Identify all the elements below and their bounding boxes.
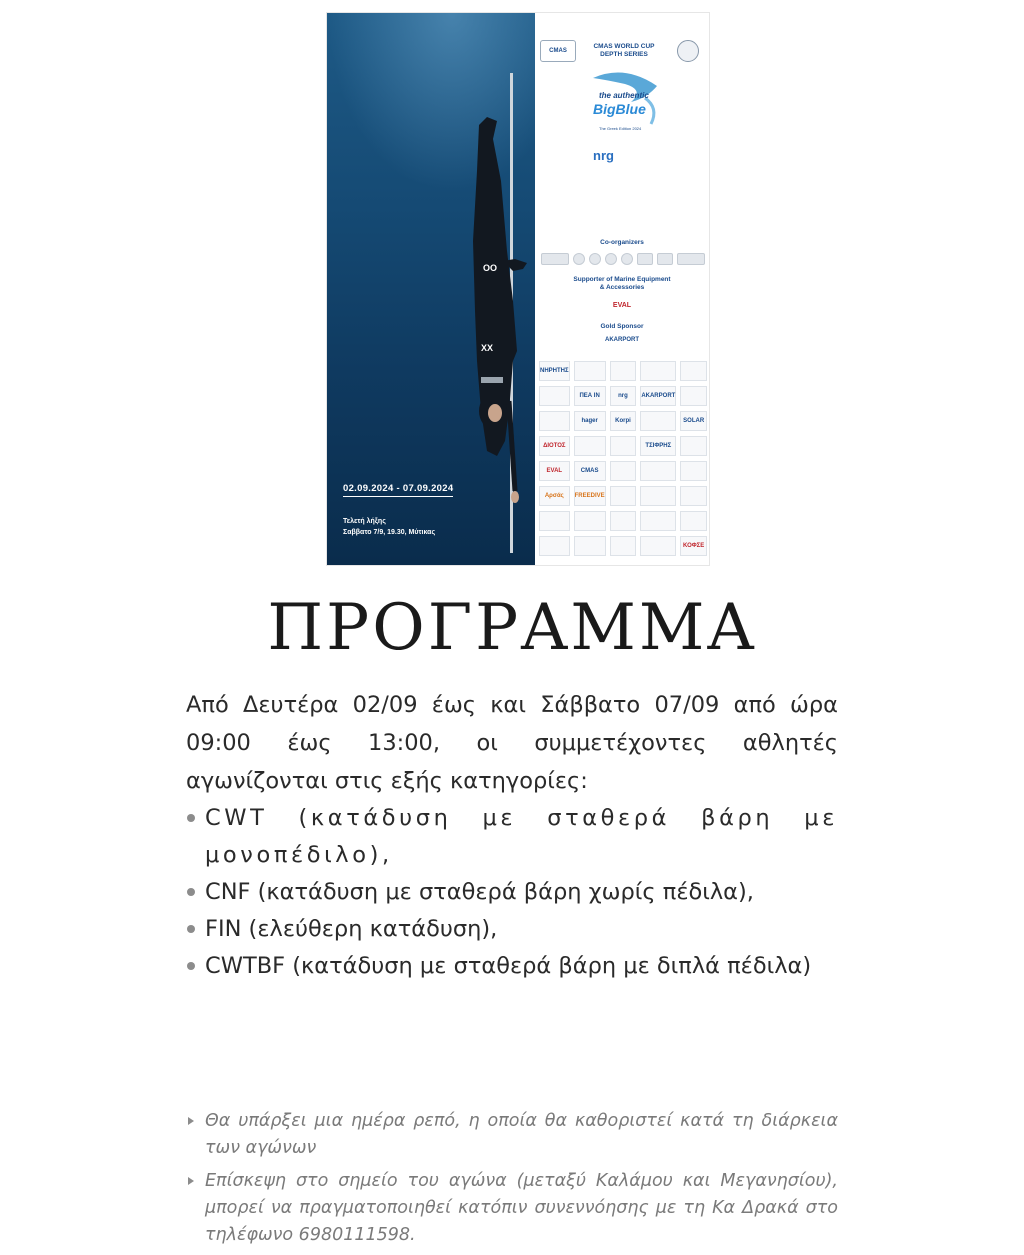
sponsor-logo [680,361,707,381]
cmas-logo: CMAS [540,40,576,62]
list-item [186,800,838,874]
world-cup-title-line2: DEPTH SERIES [600,51,648,58]
list-item [186,911,838,948]
sponsor-logo: ΝΗΡΗΤΗΣ [539,361,570,381]
sponsor-logo [640,361,676,381]
sponsor-logo [610,461,637,481]
closing-ceremony-label: Τελετή λήξης [343,518,386,525]
sponsor-logo [610,361,637,381]
sponsor-logo [574,436,606,456]
gold-sponsor-label: Gold Sponsor [600,323,644,330]
sponsor-logo [610,436,637,456]
sponsor-logo [539,386,570,406]
supporter-label [535,276,709,292]
sponsor-logo-grid [539,361,707,556]
coorganizer-logo [589,253,601,265]
sponsor-panel [535,13,709,565]
coorganizer-logo [677,253,705,265]
bigblue-logo [585,68,665,138]
coorganizers-logos [541,253,705,265]
sponsor-logo [574,511,606,531]
category-text: FIN (ελεύθερη κατάδυση), [205,916,498,942]
sponsor-logo [640,411,676,431]
sponsor-logo: EVAL [539,461,570,481]
coorganizer-logo [621,253,633,265]
akarport-logo: AKARPORT [605,337,639,343]
sponsor-logo [539,411,570,431]
nrg-logo: nrg [593,148,614,163]
eval-logo: EVAL [612,302,632,309]
sponsor-logo [610,511,637,531]
list-item [186,874,838,911]
event-dates: 02.09.2024 - 07.09.2024 [343,483,453,497]
sponsor-logo [640,461,676,481]
sponsor-logo: AKARPORT [640,386,676,406]
bullet-icon [187,888,195,896]
category-text: CWT (κατάδυση με σταθερά βάρη με μονοπέδιλο), [205,805,838,868]
notes-list [186,1108,838,1255]
coorganizer-logo [657,253,673,265]
sponsor-logo: nrg [610,386,637,406]
sponsor-logo [640,511,676,531]
world-cup-title-line1: CMAS WORLD CUP [593,43,655,50]
svg-text:OO: OO [483,263,498,273]
closing-ceremony-details: Σαββατο 7/9, 19.30, Μύτικας [343,529,436,536]
sponsor-logo [640,536,676,556]
coorganizers-label: Co-organizers [600,239,644,246]
sponsor-logo [680,511,707,531]
sponsor-logo [610,486,637,506]
coorganizer-logo [573,253,585,265]
freediver-figure [457,111,527,511]
triangle-bullet-icon [188,1177,194,1185]
category-text: CWTBF (κατάδυση με σταθερά βάρη με διπλά πέδιλα) [205,953,812,979]
note-text: Επίσκεψη στο σημείο του αγώνα (μεταξύ Καλάμου και Μεγανησίου), μπορεί να πραγματοποιηθεί κατόπιν συνεννόησης με τη Κα Δρακά στο τηλέφωνο 6980111598. [205,1171,838,1245]
sponsor-logo: ΔΙΟΤΟΣ [539,436,570,456]
coorganizer-logo [541,253,569,265]
sponsor-logo [640,486,676,506]
sponsor-logo [680,436,707,456]
sponsor-logo: ΚΟΦΣΕ [680,536,707,556]
svg-text:XX: XX [481,343,494,353]
svg-text:BigBlue: BigBlue [593,101,646,117]
note-text: Θα υπάρξει μια ημέρα ρεπό, η οποία θα καθοριστεί κατά τη διάρκεια των αγώνων [205,1111,838,1158]
bullet-icon [187,925,195,933]
sponsor-logo [680,486,707,506]
world-cup-title [579,43,669,59]
sponsor-logo: Korpi [610,411,637,431]
coorganizer-logo [637,253,653,265]
coorganizer-logo [605,253,617,265]
sponsor-logo: hager [574,411,606,431]
sponsor-logo [574,536,606,556]
sponsor-logo: FREEDIVE [574,486,606,506]
intro-paragraph: Από Δευτέρα 02/09 έως και Σάββατο 07/09 από ώρα 09:00 έως 13:00, οι συμμετέχοντες αθλητές αγωνίζονται στις εξής κατηγορίες: [186,692,838,794]
note-item [186,1108,838,1162]
svg-text:The Greek Edition 2024: The Greek Edition 2024 [599,126,642,131]
sponsor-logo [680,386,707,406]
sponsor-logo: ΠΕΑ ΙΝ [574,386,606,406]
bullet-icon [187,814,195,822]
category-text: CNF (κατάδυση με σταθερά βάρη χωρίς πέδιλα), [205,879,754,905]
sponsor-logo: SOLAR [680,411,707,431]
sponsor-logo [539,511,570,531]
event-poster [327,13,709,565]
sponsor-logo [680,461,707,481]
page-title: ΠΡΟΓΡΑΜΜΑ [267,591,757,665]
sponsor-logo: Αρσάς [539,486,570,506]
bullet-icon [187,962,195,970]
sponsor-logo [539,536,570,556]
seal-logo [677,40,699,62]
svg-text:the authentic: the authentic [599,91,649,100]
categories-list [186,800,838,985]
supporter-label-line1: Supporter of Marine Equipment [573,276,671,283]
sponsor-logo [610,536,637,556]
sponsor-logo: CMAS [574,461,606,481]
supporter-label-line2: & Accessories [599,284,645,291]
sponsor-logo: ΤΣΙΦΡΗΣ [640,436,676,456]
list-item [186,948,838,985]
sponsor-logo [574,361,606,381]
note-item [186,1168,838,1249]
freediver-photo [327,13,535,565]
triangle-bullet-icon [188,1117,194,1125]
